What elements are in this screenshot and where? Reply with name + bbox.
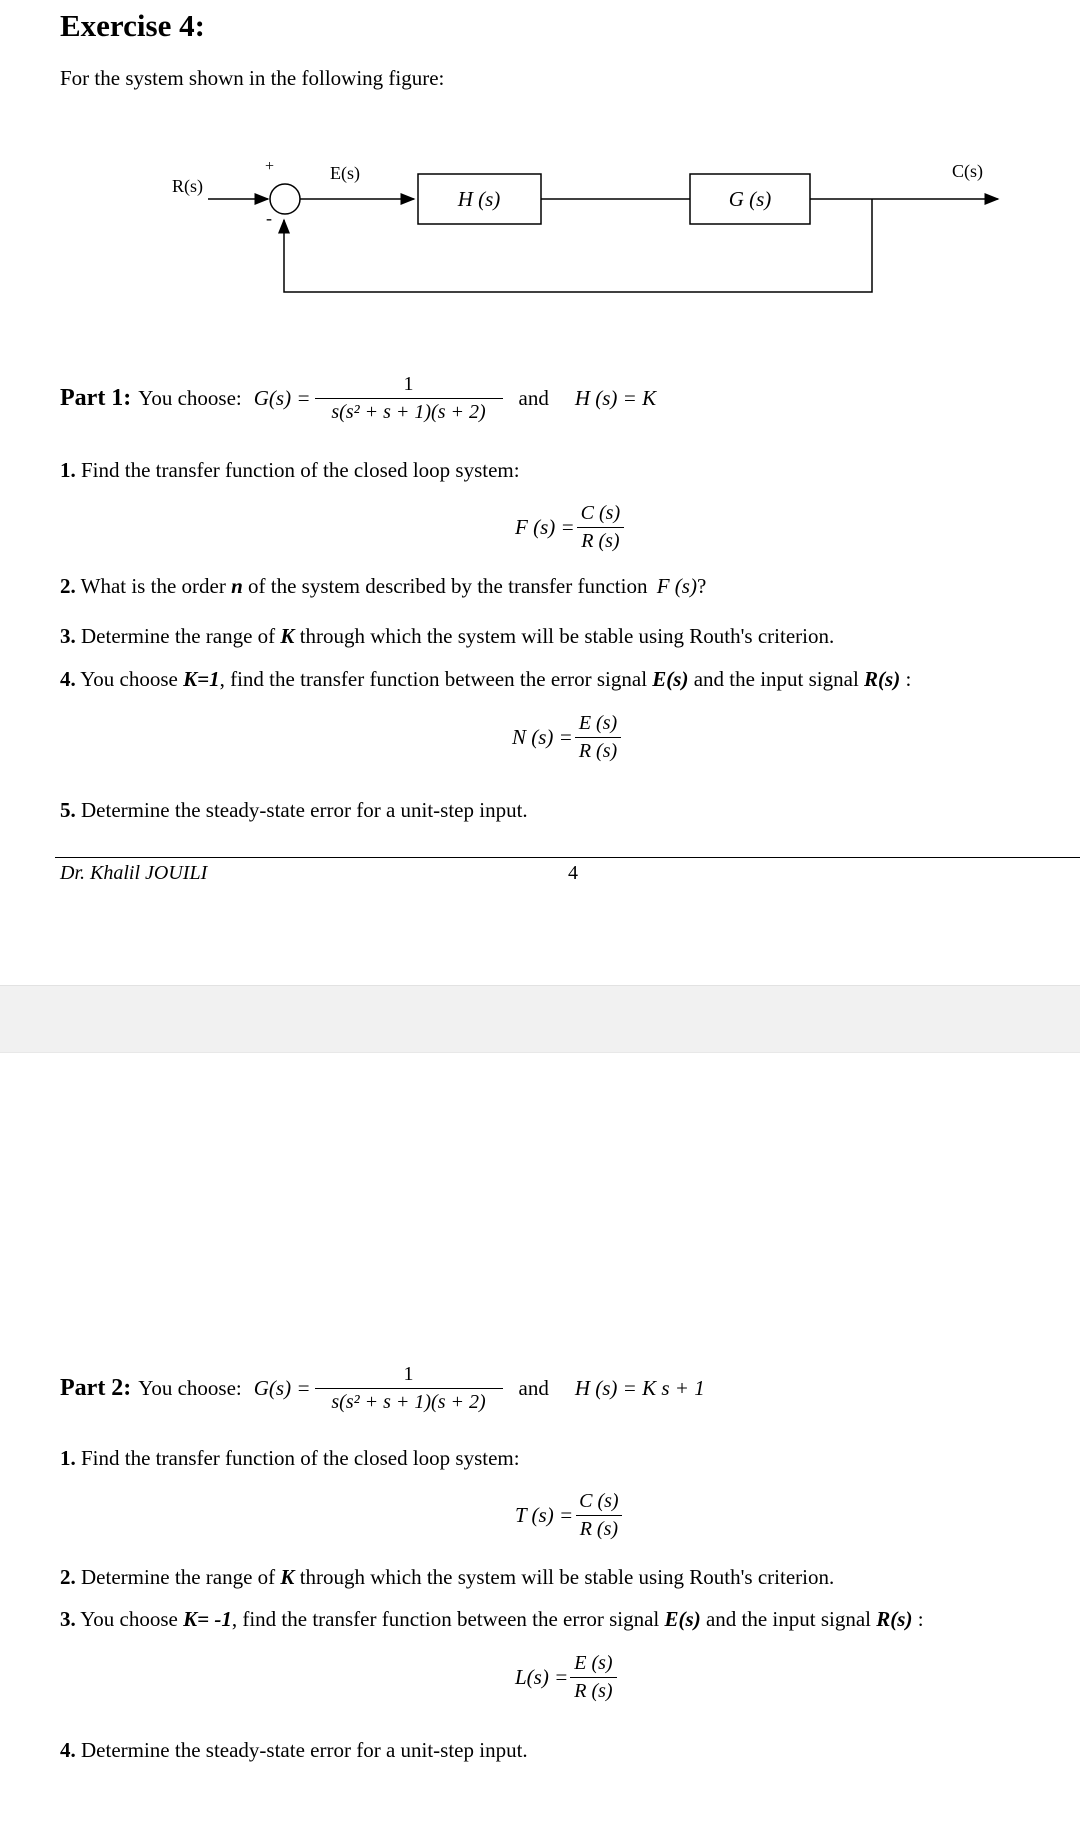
part2-q2: 2. Determine the range of K through which the system will be stable using Routh's criterion.	[60, 1565, 835, 1589]
intro-text: For the system shown in the following figure:	[60, 66, 445, 90]
part1-label: Part 1:	[60, 385, 132, 411]
part2-label: Part 2:	[60, 1375, 132, 1401]
part2-and: and	[518, 1376, 549, 1400]
error-label: E(s)	[330, 163, 360, 183]
part2-q3: 3. You choose K= -1, find the transfer function between the error signal E(s) and the input signal R(s) :	[60, 1607, 924, 1631]
block-diagram	[0, 140, 1080, 310]
part1-q5: 5. Determine the steady-state error for a unit-step input.	[60, 798, 528, 822]
part1-statement	[60, 373, 656, 424]
part1-and: and	[518, 386, 549, 410]
part1-n-equation: N (s) = $\frac{E (s)}{R (s)}$	[512, 712, 621, 763]
summing-junction	[270, 184, 300, 214]
part1-g-lhs: G(s) =	[253, 386, 311, 410]
part1-f-equation: F (s) = $\frac{C (s)}{R (s)}$	[515, 502, 624, 553]
part2-g-lhs: G(s) =	[253, 1376, 311, 1400]
part2-choose: You choose:	[138, 1376, 242, 1400]
block-h-label: H (s)	[457, 187, 501, 211]
part2-g-fraction: $\frac{1}{\text{s(s² + s + 1)(s + 2)}}$	[315, 1363, 503, 1414]
part2-l-equation: L(s) = $\frac{E (s)}{R (s)}$	[515, 1652, 617, 1703]
part1-choose: You choose:	[138, 386, 242, 410]
part2-q1: 1. Find the transfer function of the closed loop system:	[60, 1446, 520, 1470]
footer-divider	[55, 857, 1080, 858]
part1-g-fraction: $\frac{1}{\text{s(s² + s + 1)(s + 2)}}$	[315, 373, 503, 424]
part1-q3: 3. Determine the range of K through which the system will be stable using Routh's criterion.	[60, 624, 835, 648]
page-gap	[0, 985, 1080, 1053]
exercise-title: Exercise 4:	[60, 8, 205, 43]
page-number: 4	[568, 862, 578, 884]
block-g-label: G (s)	[728, 187, 772, 211]
input-label: R(s)	[172, 176, 203, 196]
part2-q4: 4. Determine the steady-state error for a unit-step input.	[60, 1738, 528, 1762]
part2-h-expr: H (s) = K s + 1	[574, 1376, 705, 1400]
plus-sign: +	[265, 158, 275, 175]
minus-sign: -	[266, 208, 272, 228]
part1-q2: 2. What is the order n of the system described by the transfer function F (s)?	[60, 574, 707, 598]
part1-q4: 4. You choose K=1, find the transfer function between the error signal E(s) and the input signal R(s) :	[60, 667, 912, 691]
part1-h-expr: H (s) = K	[574, 386, 657, 410]
part1-q1: 1. Find the transfer function of the closed loop system:	[60, 458, 520, 482]
part2-t-equation: T (s) = $\frac{C (s)}{R (s)}$	[515, 1490, 623, 1541]
footer-author: Dr. Khalil JOUILI	[60, 862, 208, 884]
output-label: C(s)	[952, 161, 983, 181]
part2-statement	[60, 1363, 705, 1414]
